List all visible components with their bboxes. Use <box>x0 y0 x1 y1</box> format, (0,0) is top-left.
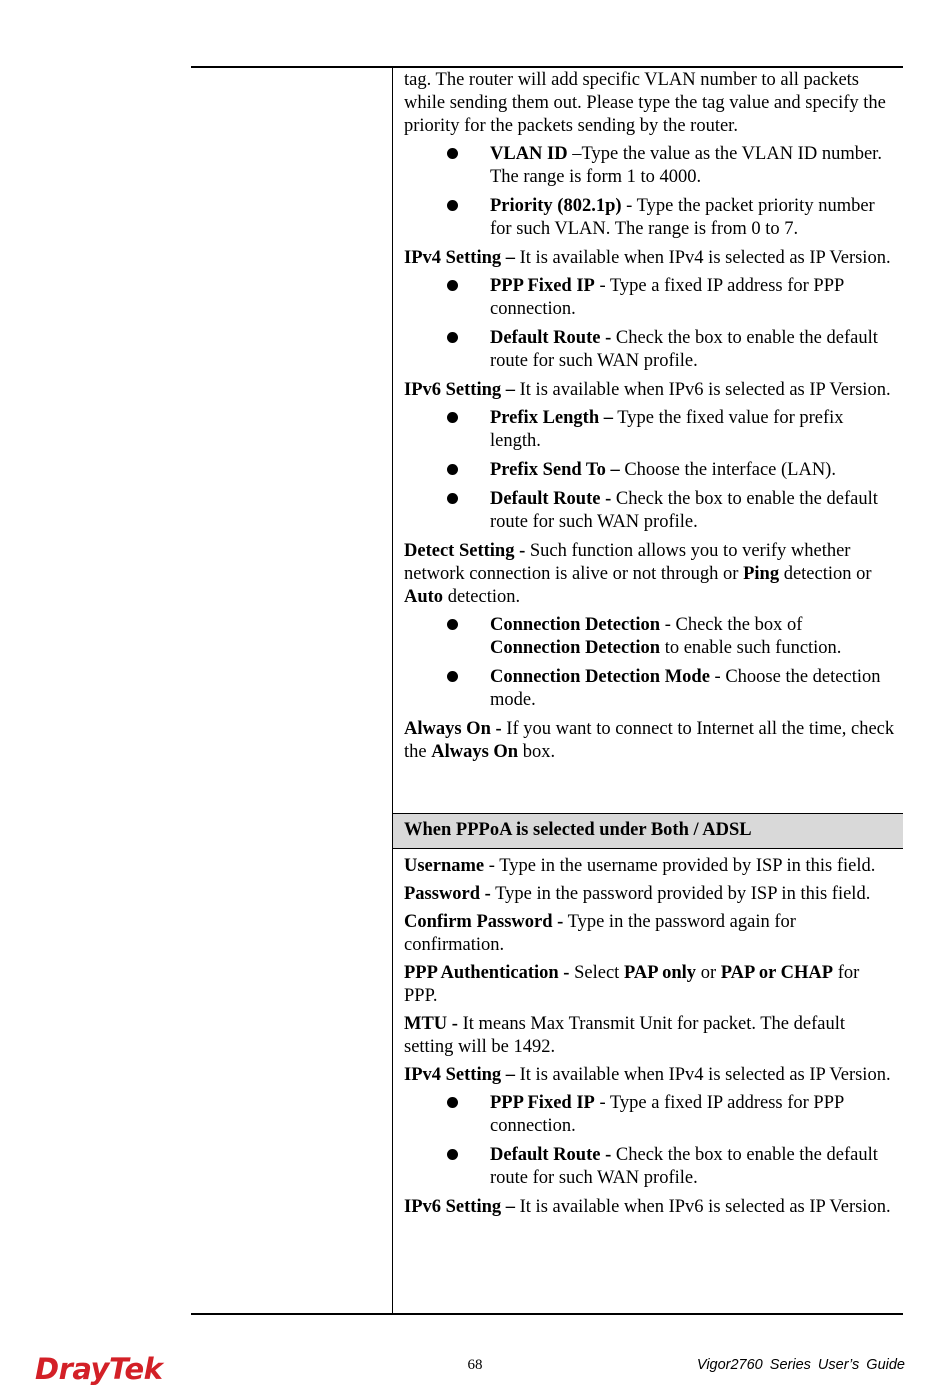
password-paragraph: Password - Type in the password provided by ISP in this field. <box>404 884 871 904</box>
bullet-icon <box>447 412 458 423</box>
ipv6-bullet-list <box>404 407 895 534</box>
list-item: Default Route - Check the box to enable the default route for such WAN profile. <box>404 1144 895 1190</box>
mtu-paragraph: MTU - It means Max Transmit Unit for packet. The default setting will be 1492. <box>404 1014 846 1057</box>
bullet-icon <box>447 493 458 504</box>
bullet-icon <box>447 280 458 291</box>
vlan-intro: tag. The router will add specific VLAN number to all packets while sending them out. Please type the tag value and specify the priority for the packets sending by the router. <box>404 70 886 136</box>
ipv4-bullet-list <box>404 275 895 373</box>
guide-title: Vigor2760 Series User’s Guide <box>696 1357 905 1373</box>
list-item: VLAN ID –Type the value as the VLAN ID number. The range is form 1 to 4000. <box>404 143 895 189</box>
ipv6-setting-paragraph: IPv6 Setting – It is available when IPv6 is selected as IP Version. <box>404 1197 891 1217</box>
vlan-bullet-list <box>404 143 895 241</box>
username-paragraph: Username - Type in the username provided by ISP in this field. <box>404 856 876 876</box>
bullet-icon <box>447 200 458 211</box>
detect-setting-paragraph: Detect Setting - Such function allows you to verify whether network connection is alive or not through or Ping detection or Auto detection. <box>404 541 872 607</box>
ipv4-setting-paragraph: IPv4 Setting – It is available when IPv4 is selected as IP Version. <box>404 248 891 268</box>
list-item: Default Route - Check the box to enable the default route for such WAN profile. <box>404 327 895 373</box>
bullet-icon <box>447 671 458 682</box>
list-item: Connection Detection - Check the box of Connection Detection to enable such function. <box>404 614 895 660</box>
left-column <box>191 68 393 1313</box>
list-item: Priority (802.1p) - Type the packet priority number for such VLAN. The range is from 0 to 7. <box>404 195 895 241</box>
pppoa-section-header: When PPPoA is selected under Both / ADSL <box>393 813 903 849</box>
list-item: Connection Detection Mode - Choose the detection mode. <box>404 666 895 712</box>
detect-bullet-list <box>404 614 895 712</box>
list-item: PPP Fixed IP - Type a fixed IP address for PPP connection. <box>404 275 895 321</box>
list-item: Prefix Length – Type the fixed value for prefix length. <box>404 407 895 453</box>
list-item: PPP Fixed IP - Type a fixed IP address for PPP connection. <box>404 1092 895 1138</box>
ppp-authentication-paragraph: PPP Authentication - Select PAP only or PAP or CHAP for PPP. <box>404 963 860 1006</box>
bullet-icon <box>447 1149 458 1160</box>
confirm-password-paragraph: Confirm Password - Type in the password again for confirmation. <box>404 912 796 955</box>
bullet-icon <box>447 619 458 630</box>
ipv4-bullet-list <box>404 1092 895 1190</box>
bullet-icon <box>447 1097 458 1108</box>
pppoa-description-cell <box>393 851 903 1224</box>
pppoe-description-cell <box>393 68 903 813</box>
ipv4-setting-paragraph: IPv4 Setting – It is available when IPv4 is selected as IP Version. <box>404 1065 891 1085</box>
content-table <box>191 66 903 1315</box>
right-column <box>393 68 903 1313</box>
page-footer <box>0 1348 950 1388</box>
ipv6-setting-paragraph: IPv6 Setting – It is available when IPv6 is selected as IP Version. <box>404 380 891 400</box>
always-on-paragraph: Always On - If you want to connect to Internet all the time, check the Always On box. <box>404 719 895 762</box>
bullet-icon <box>447 464 458 475</box>
list-item: Default Route - Check the box to enable the default route for such WAN profile. <box>404 488 895 534</box>
page-number: 68 <box>467 1357 483 1373</box>
list-item: Prefix Send To – Choose the interface (LAN). <box>404 459 895 482</box>
bullet-icon <box>447 332 458 343</box>
draytek-logo: DrayTek <box>35 1352 163 1386</box>
bullet-icon <box>447 148 458 159</box>
